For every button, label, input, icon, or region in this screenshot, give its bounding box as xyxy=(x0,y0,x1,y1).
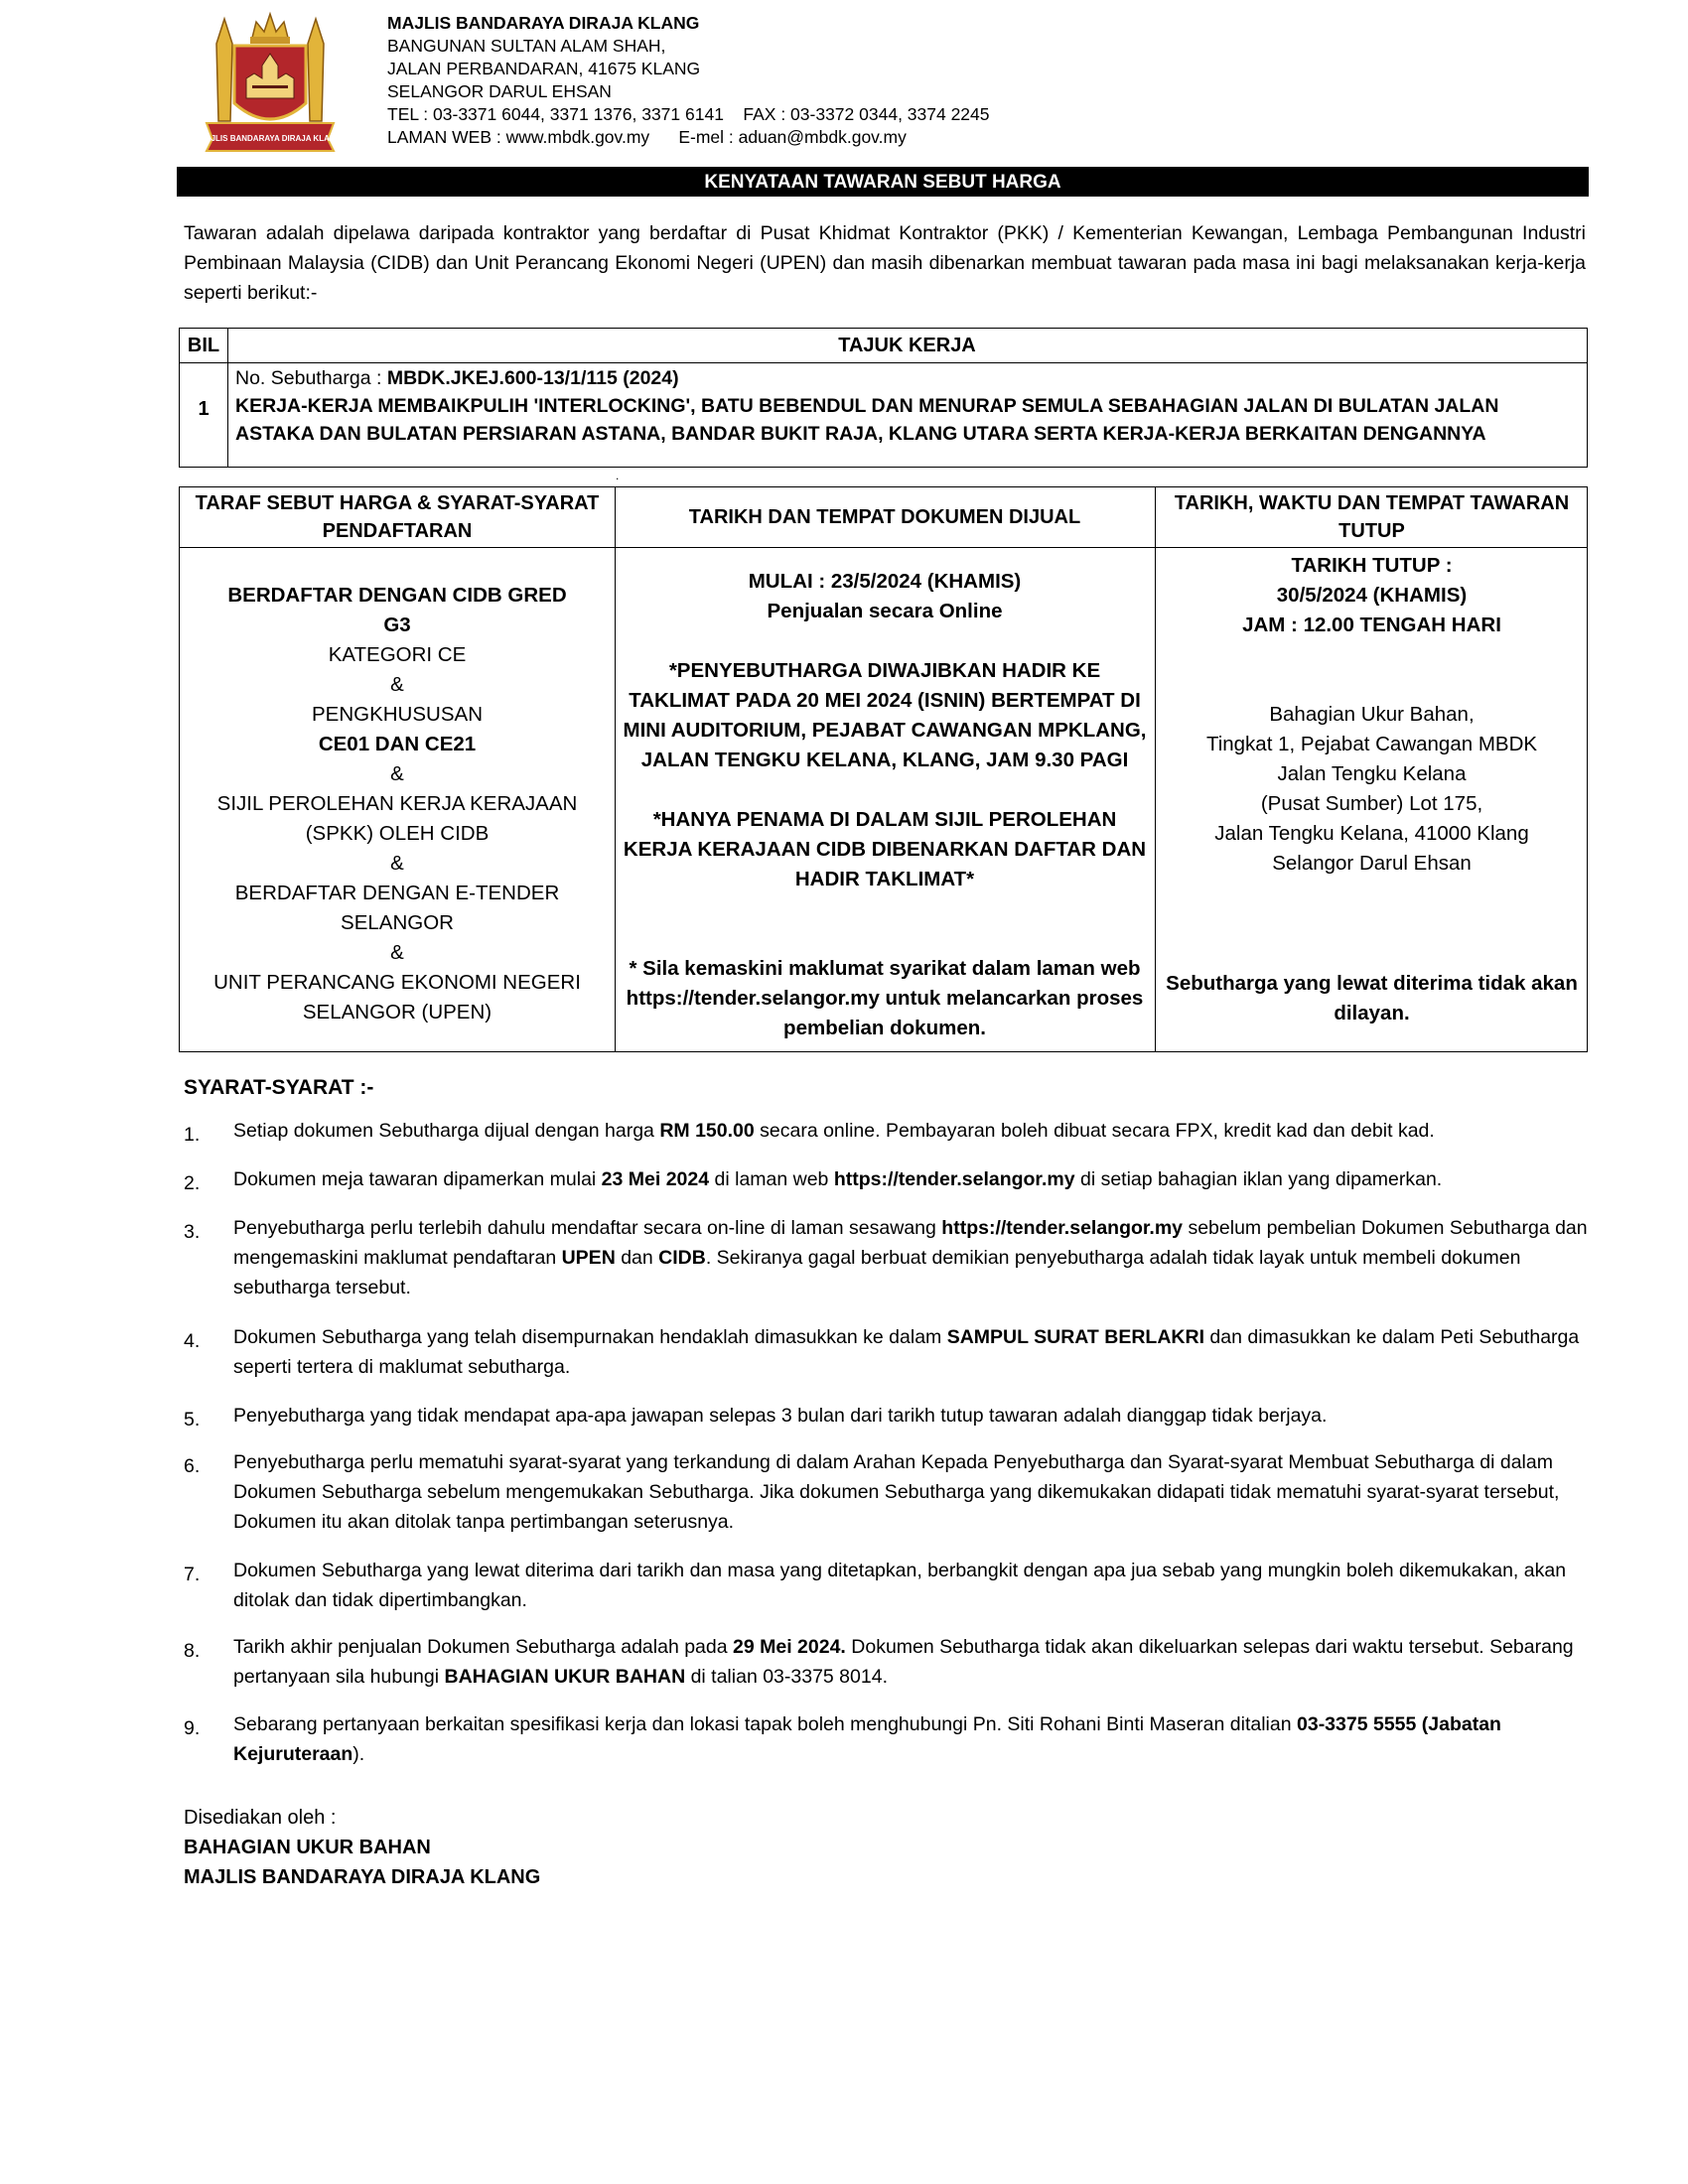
table-divider xyxy=(180,362,1587,363)
condition-number: 7. xyxy=(184,1564,201,1585)
req-line: & xyxy=(390,852,404,875)
separator-dot: . xyxy=(616,469,620,482)
req-line: BERDAFTAR DENGAN CIDB GRED xyxy=(227,584,567,607)
logo-ribbon-text: MAJLIS BANDARAYA DIRAJA KLANG xyxy=(199,134,342,143)
req-line: & xyxy=(390,762,404,785)
condition-item: 5. Penyebutharga yang tidak mendapat apa-apa jawapan selepas 3 bulan dari tarikh tutup tawaran adalah dianggap tidak berjaya. xyxy=(184,1401,1594,1431)
prepared-by-dept: BAHAGIAN UKUR BAHAN xyxy=(184,1837,431,1858)
col-header-registration: TARAF SEBUT HARGA & SYARAT-SYARAT PENDAFTARAN xyxy=(195,492,600,542)
col-header-tajuk-kerja: TAJUK KERJA xyxy=(838,335,976,356)
req-line: KATEGORI CE xyxy=(328,643,467,666)
closing-line: Bahagian Ukur Bahan, xyxy=(1269,703,1475,726)
condition-item: 9. Sebarang pertanyaan berkaitan spesifikasi kerja dan lokasi tapak boleh menghubungi Pn. Siti Rohani Binti Maseran ditalian 03-3375 5555 (Jabatan Kejuruteraan). xyxy=(184,1713,1501,1765)
req-line: CE01 DAN CE21 xyxy=(318,733,477,755)
closing-line: Jalan Tengku Kelana, 41000 Klang xyxy=(1214,822,1529,845)
intro-paragraph: Tawaran adalah dipelawa daripada kontraktor yang berdaftar di Pusat Khidmat Kontraktor (PKK) / Kementerian Kewangan, Lembaga Pembangunan Industri Pembinaan Malaysia (CIDB) dan Unit Perancang Ekonomi Negeri (UPEN) dan masih dibenarkan membuat tawaran pada masa ini bagi melaksanakan kerja-kerja seperti berikut:- xyxy=(184,222,1586,304)
sale-line: JALAN TENGKU KELANA, KLANG, JAM 9.30 PAGI xyxy=(640,749,1129,771)
work-title: KERJA-KERJA MEMBAIKPULIH 'INTERLOCKING', BATU BEBENDUL DAN MENURAP SEMULA SEBAHAGIAN JALAN DI BULATAN JALAN ASTAKA DAN BULATAN PERSIARAN ASTANA, BANDAR BUKIT RAJA, KLANG UTARA SERTA KERJA-KERJA BERKAITAN DENGANNYA xyxy=(235,395,1499,445)
mbdk-crest-logo xyxy=(195,4,346,155)
spacer xyxy=(615,626,1155,656)
address-line-2: JALAN PERBANDARAN, 41675 KLANG xyxy=(387,59,701,78)
work-title-table xyxy=(179,328,1588,468)
closing-line: Sebutharga yang lewat diterima tidak akan xyxy=(1166,972,1578,995)
col-header-document-sale: TARIKH DAN TEMPAT DOKUMEN DIJUAL xyxy=(688,506,1081,528)
req-line: G3 xyxy=(383,614,411,636)
sale-line: *PENYEBUTHARGA DIWAJIBKAN HADIR KE xyxy=(668,659,1101,682)
registration-requirements xyxy=(180,581,615,1027)
condition-item: 2. Dokumen meja tawaran dipamerkan mulai 23 Mei 2024 di laman web https://tender.selangor.my di setiap bahagian iklan yang dipamerkan. xyxy=(184,1164,1594,1194)
late-submission-note xyxy=(1155,969,1589,1028)
sale-line: MINI AUDITORIUM, PEJABAT CAWANGAN MPKLANG, xyxy=(623,719,1147,742)
condition-item: 7. Dokumen Sebutharga yang lewat diterima dari tarikh dan masa yang ditetapkan, berbangkit dengan apa jua sebab yang mungkin boleh dikemukakan, akan ditolak dan tidak dipertimbangkan. xyxy=(184,1560,1567,1611)
org-name: MAJLIS BANDARAYA DIRAJA KLANG xyxy=(387,13,700,33)
condition-number: 1. xyxy=(184,1124,201,1146)
sale-line: pembelian dokumen. xyxy=(783,1017,986,1039)
sale-line: Penjualan secara Online xyxy=(767,600,1003,622)
online-update-note xyxy=(615,954,1155,1043)
req-line: & xyxy=(390,941,404,964)
req-line: SELANGOR (UPEN) xyxy=(302,1001,492,1024)
sale-line: MULAI : 23/5/2024 (KHAMIS) xyxy=(748,570,1022,593)
closing-line: Tingkat 1, Pejabat Cawangan MBDK xyxy=(1205,733,1538,755)
condition-number: 9. xyxy=(184,1717,201,1739)
closing-line: dilayan. xyxy=(1334,1002,1410,1024)
sale-line: *HANYA PENAMA DI DALAM SIJIL PEROLEHAN xyxy=(652,808,1117,831)
condition-number: 5. xyxy=(184,1409,201,1431)
ref-number: MBDK.JKEJ.600-13/1/115 (2024) xyxy=(386,367,679,389)
closing-line: 30/5/2024 (KHAMIS) xyxy=(1276,584,1468,607)
closing-line: Jalan Tengku Kelana xyxy=(1277,762,1467,785)
address-line-3: SELANGOR DARUL EHSAN xyxy=(387,81,612,101)
condition-item: 1. Setiap dokumen Sebutharga dijual dengan harga RM 150.00 secara online. Pembayaran boleh dibuat secara FPX, kredit kad dan debit kad. xyxy=(184,1116,1594,1146)
req-line: BERDAFTAR DENGAN E-TENDER xyxy=(234,882,560,904)
spacer xyxy=(1155,640,1589,700)
col-header-bil: BIL xyxy=(187,335,220,356)
condition-number: 6. xyxy=(184,1455,201,1477)
document-sale-details xyxy=(615,567,1155,894)
web-email: LAMAN WEB : www.mbdk.gov.my E-mel : aduan@mbdk.gov.my xyxy=(387,127,907,147)
conditions-heading: SYARAT-SYARAT :- xyxy=(184,1076,374,1099)
sale-line: https://tender.selangor.my untuk melancarkan proses xyxy=(626,987,1144,1010)
req-line: PENGKHUSUSAN xyxy=(311,703,483,726)
closing-line: Selangor Darul Ehsan xyxy=(1272,852,1472,875)
col-header-closing: TARIKH, WAKTU DAN TEMPAT TAWARAN TUTUP xyxy=(1174,492,1570,542)
row-number: 1 xyxy=(198,398,210,420)
condition-number: 2. xyxy=(184,1172,201,1194)
condition-number: 4. xyxy=(184,1330,201,1352)
prepared-by-label: Disediakan oleh : xyxy=(184,1807,337,1829)
condition-number: 3. xyxy=(184,1221,201,1243)
condition-item: 3. Penyebutharga perlu terlebih dahulu mendaftar secara on-line di laman sesawang https://tender.selangor.my sebelum pembelian Dokumen Sebutharga dan mengemaskini maklumat pendaftaran UPEN dan CIDB. Sekiranya gagal berbuat demikian penyebutharga adalah tidak layak untuk membeli dokumen sebutharga tersebut. xyxy=(184,1217,1588,1298)
sale-line: HADIR TAKLIMAT* xyxy=(794,868,975,890)
prepared-by-org: MAJLIS BANDARAYA DIRAJA KLANG xyxy=(184,1866,541,1888)
closing-details xyxy=(1155,551,1589,879)
prepared-by-block xyxy=(184,1803,540,1892)
req-line: & xyxy=(390,673,404,696)
condition-item: 4. Dokumen Sebutharga yang telah disempurnakan hendaklah dimasukkan ke dalam SAMPUL SURAT BERLAKRI dan dimasukkan ke dalam Peti Sebutharga seperti tertera di maklumat sebutharga. xyxy=(184,1326,1580,1378)
condition-number: 8. xyxy=(184,1640,201,1662)
document-title: KENYATAAN TAWARAN SEBUT HARGA xyxy=(177,167,1589,197)
organisation-address-block xyxy=(387,12,990,149)
condition-item: 8. Tarikh akhir penjualan Dokumen Sebutharga adalah pada 29 Mei 2024. Dokumen Sebutharga tidak akan dikeluarkan selepas dari waktu tersebut. Sebarang pertanyaan sila hubungi BAHAGIAN UKUR BAHAN di talian 03-3375 8014. xyxy=(184,1636,1574,1688)
sale-line: * Sila kemaskini maklumat syarikat dalam laman web xyxy=(629,957,1141,980)
table-divider xyxy=(180,547,1587,548)
sale-line: TAKLIMAT PADA 20 MEI 2024 (ISNIN) BERTEMPAT DI xyxy=(629,689,1141,712)
ref-label: No. Sebutharga : xyxy=(235,367,387,389)
closing-line: TARIKH TUTUP : xyxy=(1291,554,1453,577)
address-line-1: BANGUNAN SULTAN ALAM SHAH, xyxy=(387,36,666,56)
work-description xyxy=(235,364,1579,467)
sale-line: KERJA KERAJAAN CIDB DIBENARKAN DAFTAR DAN xyxy=(623,838,1147,861)
closing-line: JAM : 12.00 TENGAH HARI xyxy=(1242,614,1501,636)
req-line: SELANGOR xyxy=(341,911,454,934)
condition-item: 6. Penyebutharga perlu mematuhi syarat-syarat yang terkandung di dalam Arahan Kepada Penyebutharga dan Syarat-syarat Membuat Sebutharga di dalam Dokumen Sebutharga sebelum mengemukakan Sebutharga. Jika dokumen Sebutharga yang dikemukakan didapati tidak mematuhi syarat-syarat tersebut, Dokumen itu akan ditolak tanpa pertimbangan seterusnya. xyxy=(184,1451,1560,1533)
spacer xyxy=(615,775,1155,805)
phone-fax: TEL : 03-3371 6044, 3371 1376, 3371 6141 FAX : 03-3372 0344, 3374 2245 xyxy=(387,104,990,124)
req-line: UNIT PERANCANG EKONOMI NEGERI xyxy=(213,971,581,994)
req-line: (SPKK) OLEH CIDB xyxy=(305,822,490,845)
req-line: SIJIL PEROLEHAN KERJA KERAJAAN xyxy=(216,792,578,815)
closing-line: (Pusat Sumber) Lot 175, xyxy=(1260,792,1483,815)
tender-details-table xyxy=(179,486,1588,1052)
